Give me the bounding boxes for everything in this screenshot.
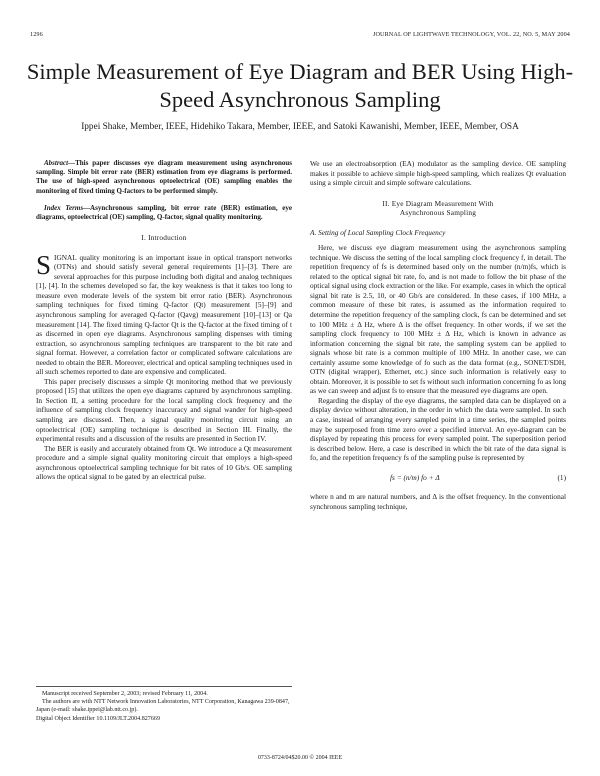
subsection-heading: A. Setting of Local Sampling Clock Frequency bbox=[310, 227, 446, 237]
section2-paragraph-3: where n and m are natural numbers, and Δ is the offset frequency. In the conventional synchronous sampling technique, bbox=[310, 492, 566, 511]
intro-paragraph-1 bbox=[36, 249, 292, 377]
footnotes bbox=[36, 686, 292, 723]
section-heading-introduction: I. Introduction bbox=[141, 233, 187, 243]
author-list: Ippei Shake, Member, IEEE, Hidehiko Takara, Member, IEEE, and Satoki Kawanishi, Member, IEEE, Member, OSA bbox=[81, 122, 519, 132]
abstract-text: This paper discusses eye diagram measurement using asynchronous sampling. Simple bit error rate (BER) estimation from eye diagrams is performed. The use of high-speed asynchronous optoelectrical (OE) sampling enables the monitoring of fixed timing Q-factors to be performed simply. bbox=[36, 159, 292, 195]
running-header bbox=[30, 31, 570, 38]
section-heading-line-2: Asynchronous Sampling bbox=[399, 208, 477, 218]
section2-paragraph-2: Regarding the display of the eye diagrams, the sampled data can be displayed on a display device without alteration, in the order in which the data were sampled. In such a case, instead of arranging every sampled point in a time series, the sampled points may be superposed from time zero over a specified interval. An eye-diagram can be displayed by repeating this process for every sampled point. The superposition period is described below. Here, a case is described in which the bit rate of the data signal is fo, and the repetition frequency fs of the sampling pulse is represented by bbox=[310, 395, 566, 463]
section-heading-eye-diagram bbox=[310, 199, 566, 218]
footnote-manuscript: Manuscript received September 2, 2003; revised February 11, 2004. bbox=[42, 691, 208, 697]
right-column bbox=[310, 159, 566, 511]
intro-paragraph-2: This paper precisely discusses a simple Qt monitoring method that we previously proposed [15] that utilizes the open eye diagrams captured by asynchronous sampling. In Section II, a setting procedure for the local sampling clock frequency and the influence of sampling clock frequency inaccuracy and signal wander for high-speed sampling are discussed. Then, a signal quality monitoring circuit using an optoelectrical (OE) sampling technique is described in Section III. Finally, the experimental results and a discussion of the results are presented in Section IV. bbox=[36, 376, 292, 444]
intro-paragraph-3: The BER is easily and accurately obtained from Qt. We introduce a Qt measurement procedure and a simple signal quality monitoring circuit that employs a high-speed asynchronous optoelectrical sampling technique for bit rates of 10 Gb/s. OE sampling allows the optical signal to be gated by an electrical pulse. bbox=[36, 443, 292, 482]
equation-1 bbox=[310, 473, 566, 483]
section-heading-line-1: II. Eye Diagram Measurement With bbox=[382, 198, 494, 208]
right-intro-paragraph: We use an electroabsorption (EA) modulator as the sampling device. OE sampling makes it possible to achieve simple high-speed sampling, which realizes Qt evaluation using a simple circuit and simple software calculations. bbox=[310, 159, 566, 188]
paper-title: Simple Measurement of Eye Diagram and BER Using High-Speed Asynchronous Sampling bbox=[26, 59, 574, 112]
abstract bbox=[36, 159, 292, 196]
equation-number: (1) bbox=[557, 472, 566, 482]
equation-body: fs = (n/m) fo + Δ bbox=[390, 472, 440, 482]
journal-name: JOURNAL OF LIGHTWAVE TECHNOLOGY, VOL. 22, NO. 5, MAY 2004 bbox=[372, 31, 570, 38]
index-terms-label: Index Terms— bbox=[44, 203, 91, 212]
intro-paragraph-1-text: IGNAL quality monitoring is an important issue in optical transport networks (OTNs) and should satisfy several general requirements [1]–[3]. There are several approaches for this purpose including both digital and analog techniques [1], [4]. In the schemes developed so far, the key weakness is that it takes too long to measure even moderate levels of the system bit error ratio (BER). Asynchronous sampling techniques for fixed timing Q-factor (Qt) measurement [5]–[9] and asynchronous sampling for averaged Q-factor (Qavg) measurement [10]–[13] or Qa measurement [14]. The fixed timing Q-factor Qt is the Q-factor at the fixed timing of t as discerned in open eye diagrams. Asynchronous sampling dispenses with timing extraction, so asynchronous sampling techniques are transparent to the bit rate and signal format. However, a correlation factor or complicated software calculations are needed to obtain the BER. Moreover, electrical and optical sampling techniques used in all such schemes reported to date are expensive and complicated. bbox=[36, 252, 292, 377]
footnote-affiliation: The authors are with NTT Network Innovation Laboratories, NTT Corporation, Kanagawa 239-0847, Japan (e-mail: shake.ippei@lab.ntt.co.jp). bbox=[36, 699, 290, 714]
abstract-label: Abstract— bbox=[44, 159, 76, 167]
footnote-doi: Digital Object Identifier 10.1109/JLT.2004.827669 bbox=[36, 715, 160, 722]
index-terms bbox=[36, 204, 292, 222]
copyright-footer: 0733-8724/04$20.00 © 2004 IEEE bbox=[257, 755, 343, 761]
left-column bbox=[36, 159, 292, 482]
page-number: 1296 bbox=[30, 31, 43, 38]
index-terms-text: Asynchronous sampling, bit error rate (BER) estimation, eye diagrams, optoelectrical (OE) sampling, Q-factor, signal quality monitoring. bbox=[36, 203, 292, 222]
section2-paragraph-1: Here, we discuss eye diagram measurement using the asynchronous sampling technique. We discuss the setting of the local sampling clock frequency f, in detail. The repetition frequency of fs is determined based only on the number (n/m)fs, which is related to the optical signal bit rate, fo, and is not made to follow the bit phase of the optical signal using clock extraction or the like. For example, cases in which the optical signal bit rate is 2.5, 10, or 40 Gb/s are considered. In these cases, if 100 MHz, a common measure of these bit rates, is assumed as the information required to determine the repetition frequency of the sampling clock, fs can be determined and set to 100 MHz ± Δ Hz, where Δ is the offset frequency. In other words, if we set the sampling clock frequency to 100 MHz ± Δ Hz, which is known in advance as information concerning the signal bit rate, the sampling system can be applied to signals whose bit rate is a common multiple of 100 MHz. In another case, we can certainly assume some knowledge of fo such as the data format (e.g., SONET/SDH, OTN (digital wrapper), Ethernet, etc.) since such information is relatively easy to obtain. Moreover, it is possible to set fs without such information concerning fo as long as we can sweep and adjust fs to ensure that the measured eye diagrams are open. bbox=[310, 243, 566, 396]
drop-cap: S bbox=[36, 249, 52, 280]
